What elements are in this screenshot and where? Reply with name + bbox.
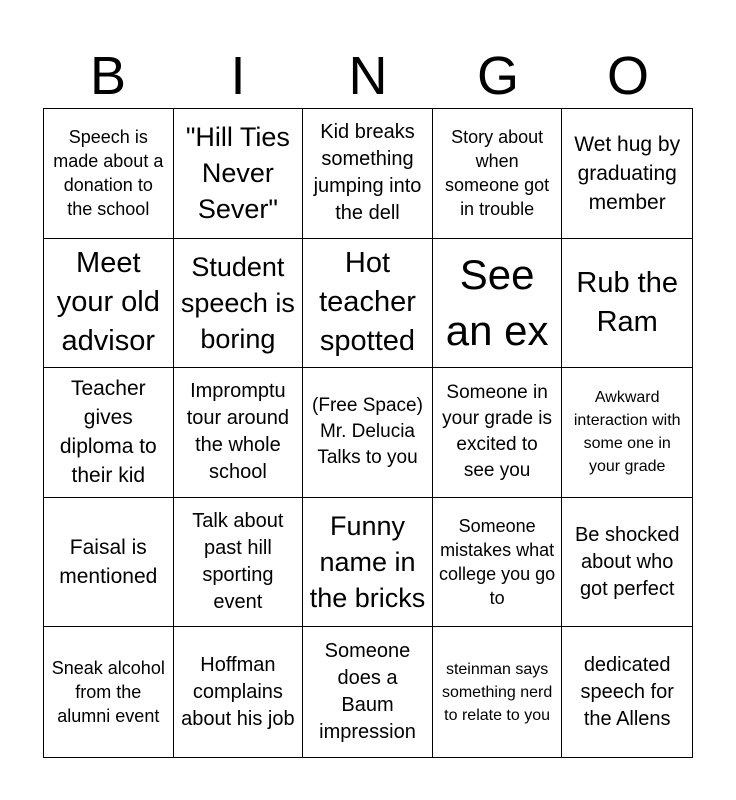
cell-text: Hot teacher spotted [319, 247, 416, 358]
bingo-cell-5-5[interactable] [562, 627, 692, 757]
bingo-header [43, 44, 693, 108]
bingo-cell-1-4[interactable] [433, 109, 563, 239]
bingo-cell-5-2[interactable] [174, 627, 304, 757]
header-letter-b: B [89, 46, 127, 106]
bingo-cell-2-1[interactable] [44, 239, 174, 369]
bingo-cell-5-1[interactable] [44, 627, 174, 757]
cell-text: Awkward interaction with some one in your grade [573, 389, 681, 476]
header-letter-n: N [348, 46, 388, 106]
bingo-cell-2-4[interactable] [433, 239, 563, 369]
cell-text: Meet your old advisor [56, 247, 160, 358]
bingo-cell-4-3[interactable] [303, 498, 433, 628]
bingo-cell-3-4[interactable] [433, 368, 563, 498]
bingo-cell-1-2[interactable] [174, 109, 304, 239]
bingo-cell-1-5[interactable] [562, 109, 692, 239]
bingo-cell-4-5[interactable] [562, 498, 692, 628]
bingo-cell-2-3[interactable] [303, 239, 433, 369]
bingo-cell-1-1[interactable] [44, 109, 174, 239]
bingo-cell-4-4[interactable] [433, 498, 563, 628]
cell-text: Kid breaks something jumping into the dell [313, 121, 422, 225]
cell-text: steinman says something nerd to relate to you [441, 660, 553, 724]
cell-text: Story about when someone got in trouble [445, 127, 550, 220]
cell-text: See an ex [445, 250, 549, 354]
cell-text: (Free Space) Mr. Delucia Talks to you [312, 395, 423, 469]
bingo-cell-3-3[interactable] [303, 368, 433, 498]
cell-text: Someone in your grade is excited to see you [442, 382, 553, 482]
bingo-board [43, 108, 693, 758]
header-letter-i: I [230, 46, 246, 106]
cell-text: Rub the Ram [576, 266, 678, 338]
bingo-cell-2-2[interactable] [174, 239, 304, 369]
bingo-cell-4-2[interactable] [174, 498, 304, 628]
cell-text: Talk about past hill sporting event [192, 510, 284, 614]
bingo-cell-1-3[interactable] [303, 109, 433, 239]
cell-text: Teacher gives diploma to their kid [59, 377, 157, 488]
cell-text: Sneak alcohol from the alumni event [51, 658, 165, 727]
cell-text: Impromptu tour around the whole school [186, 380, 290, 484]
bingo-cell-4-1[interactable] [44, 498, 174, 628]
cell-text: dedicated speech for the Allens [580, 653, 674, 730]
cell-text: Someone mistakes what college you go to [439, 516, 556, 609]
cell-text: Someone does a Baum impression [319, 640, 416, 744]
bingo-cell-3-2[interactable] [174, 368, 304, 498]
header-letter-g: G [476, 46, 519, 106]
cell-text: "Hill Ties Never Sever" [185, 122, 290, 225]
bingo-cell-2-5[interactable] [562, 239, 692, 369]
cell-text: Faisal is mentioned [59, 536, 158, 589]
cell-text: Wet hug by graduating member [574, 132, 681, 214]
header-letter-o: O [606, 46, 649, 106]
bingo-cell-3-1[interactable] [44, 368, 174, 498]
bingo-cell-5-4[interactable] [433, 627, 563, 757]
bingo-cell-5-3[interactable] [303, 627, 433, 757]
cell-text: Student speech is boring [180, 251, 295, 354]
cell-text: Speech is made about a donation to the school [53, 127, 164, 220]
bingo-cell-3-5[interactable] [562, 368, 692, 498]
cell-text: Hoffman complains about his job [181, 653, 295, 730]
cell-text: Funny name in the bricks [309, 511, 426, 614]
cell-text: Be shocked about who got perfect [574, 523, 680, 600]
